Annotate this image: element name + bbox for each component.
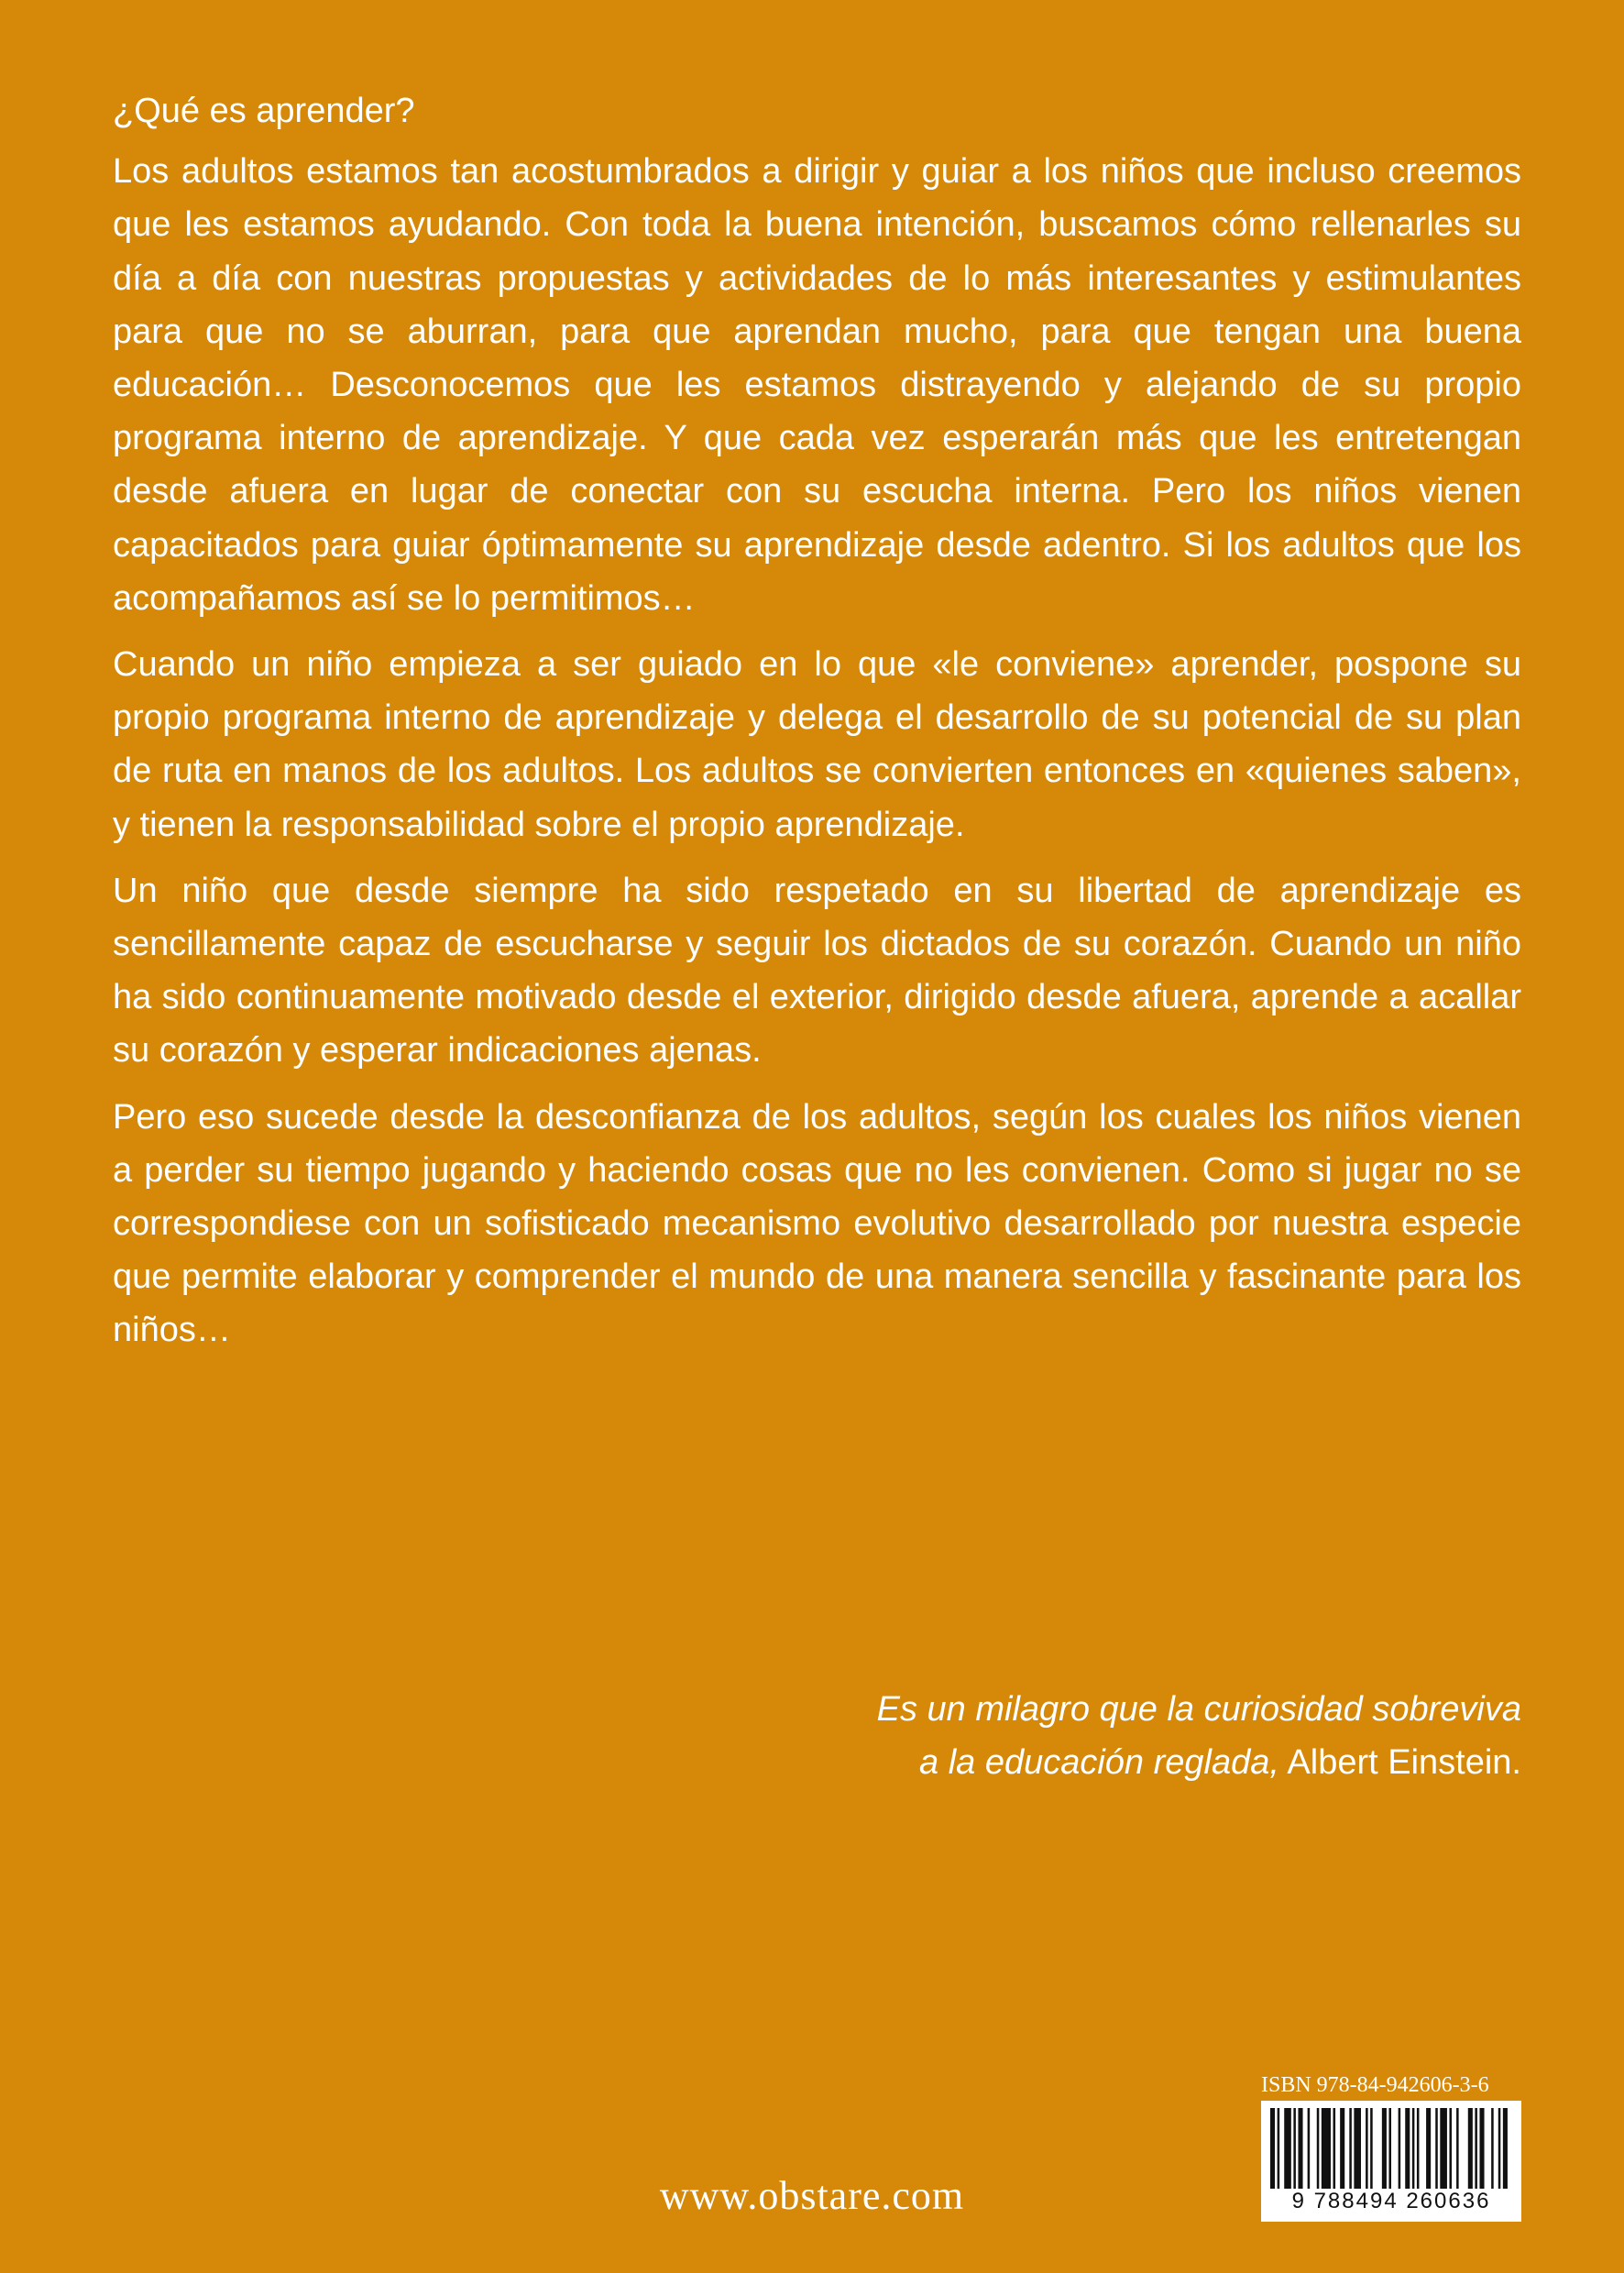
paragraph-2: Cuando un niño empieza a ser guiado en lo que «le conviene» aprender, pospone su propio programa interno de aprendizaje y delega el desarrollo de su potencial de su plan de ruta en manos de los adultos. Los adultos se convierten entonces en «quienes saben», y tienen la responsabilidad sobre el propio aprendizaje.: [113, 645, 1521, 844]
paragraph-4: Pero eso sucede desde la desconfianza de los adultos, según los cuales los niños vienen a perder su tiempo jugando y haciendo cosas que no les convienen. Como si jugar no se correspondiese con un sofisticado mecanismo evolutivo desarrollado por nuestra especie que permite elaborar y comprender el mundo de una manera sencilla y fascinante para los niños…: [113, 1097, 1521, 1350]
quote-line-2: a la educación reglada,: [919, 1743, 1279, 1782]
barcode-bars: [1270, 2108, 1512, 2189]
paragraph-1: Los adultos estamos tan acostumbrados a dirigir y guiar a los niños que incluso creemos que les estamos ayudando. Con toda la buena intención, buscamos cómo rellenarles su día a día con nuestras propuestas y actividades de lo más interesantes y estimulantes para que no se aburran, para que aprendan mucho, para que tengan una buena educación… Desconocemos que les estamos distrayendo y alejando de su propio programa interno de aprendizaje. Y que cada vez esperarán más que les entretengan desde afuera en lugar de conectar con su escucha interna. Pero los niños vienen capacitados para guiar óptimamente su aprendizaje desde adentro. Si los adultos que los acompañamos así se lo permitimos…: [113, 152, 1521, 618]
paragraph-3: Un niño que desde siempre ha sido respetado en su libertad de aprendizaje es sencillamente capaz de escucharse y seguir los dictados de su corazón. Cuando un niño ha sido continuamente motivado desde el exterior, dirigido desde afuera, aprende a acallar su corazón y esperar indicaciones ajenas.: [113, 871, 1521, 1071]
quote-author: Albert Einstein.: [1287, 1743, 1521, 1782]
isbn-label: ISBN 978-84-942606-3-6: [1261, 2073, 1489, 2097]
body-text: [113, 84, 1521, 1370]
einstein-quote: [422, 1683, 1521, 1789]
barcode-digits: 9 788494 260636: [1291, 2189, 1491, 2213]
section-heading: ¿Qué es aprender?: [113, 92, 415, 130]
publisher-website: www.obstare.com: [659, 2173, 965, 2218]
barcode: [1261, 2101, 1521, 2222]
quote-line-1: Es un milagro que la curiosidad sobreviva: [876, 1690, 1521, 1729]
